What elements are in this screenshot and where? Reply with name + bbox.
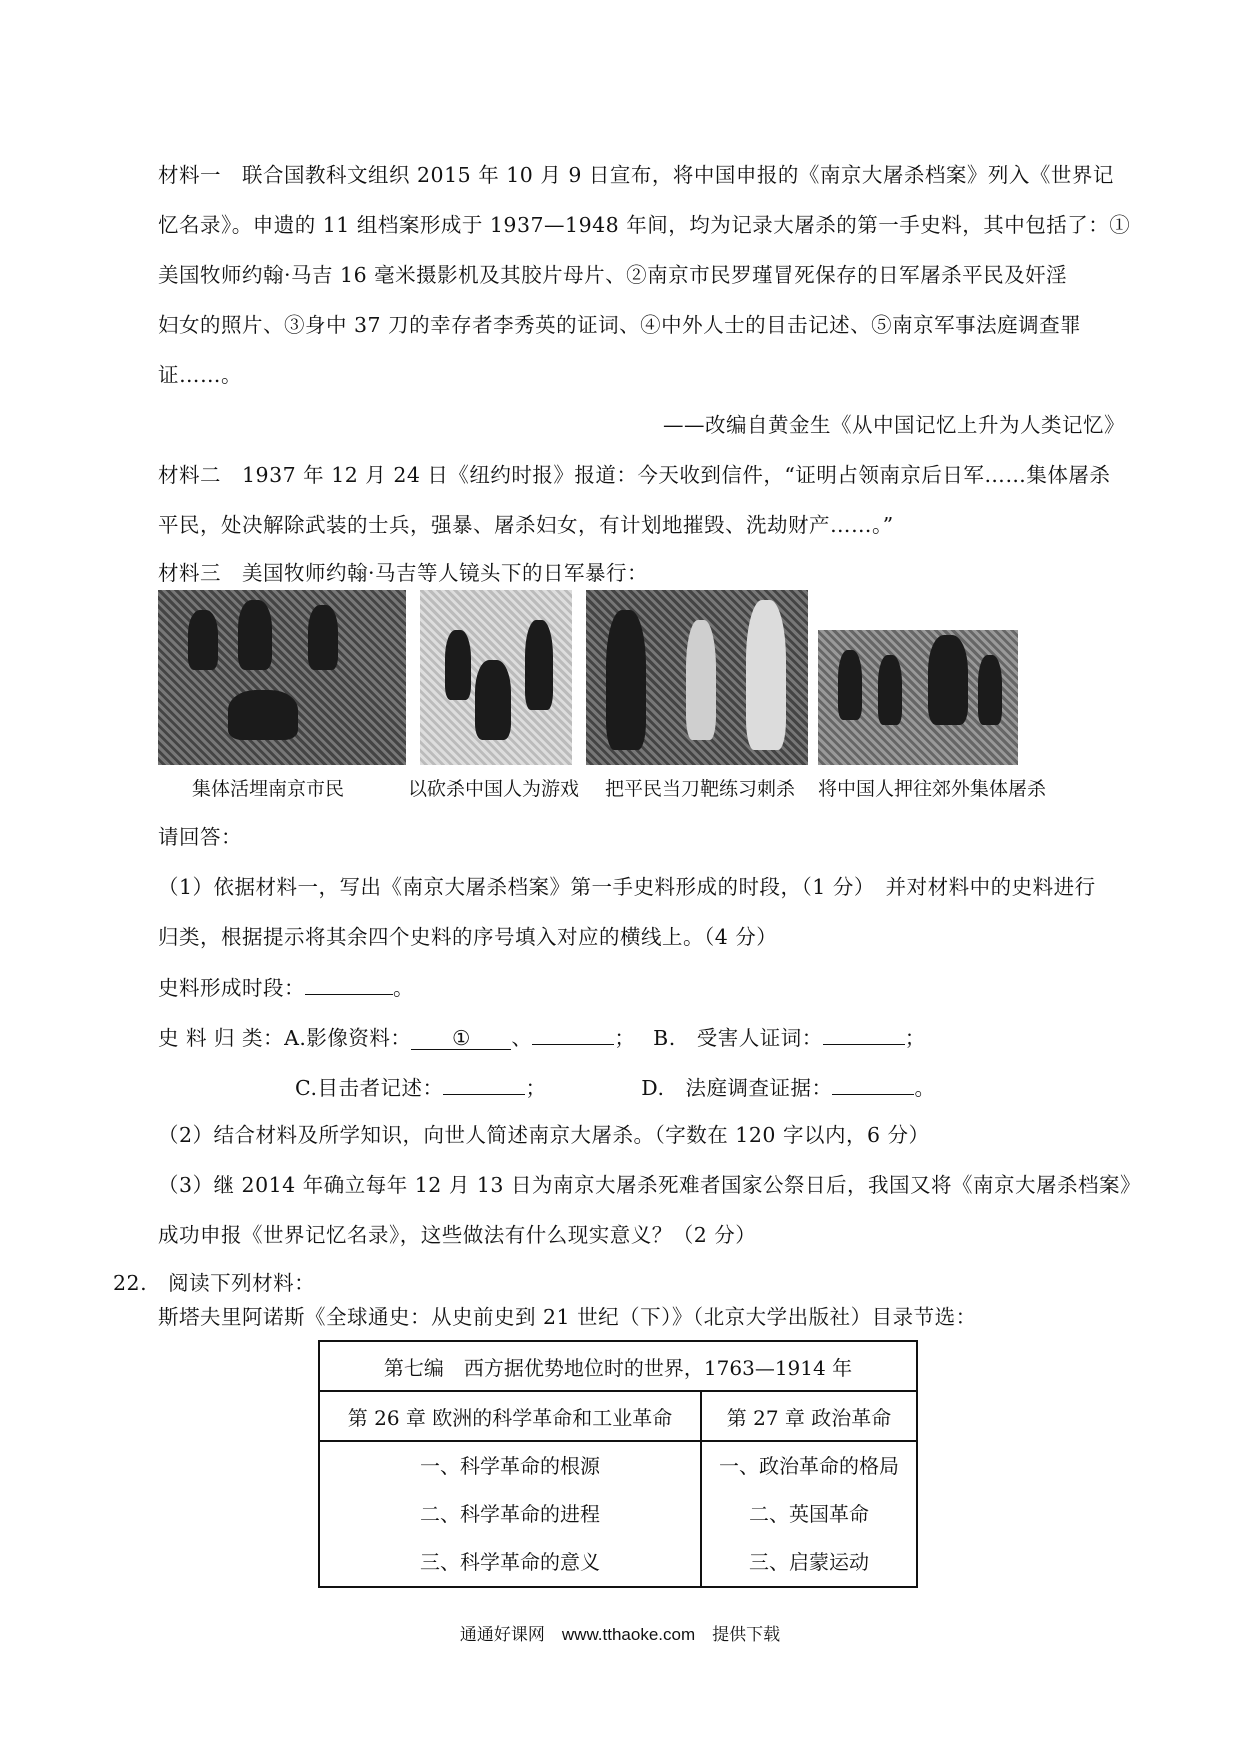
a-label: A.影像资料： <box>284 1026 412 1050</box>
photo-burial <box>158 590 406 765</box>
photo-escort <box>818 630 1018 765</box>
toc-header: 第七编 西方据优势地位时的世界，1763—1914 年 <box>319 1341 917 1391</box>
a-blank-2[interactable] <box>532 1022 614 1045</box>
period-row <box>158 972 414 1003</box>
toc-left-item: 三、科学革命的意义 <box>420 1550 600 1574</box>
photo-bayonet <box>586 590 808 765</box>
photo-caption-4: 将中国人押往郊外集体屠杀 <box>818 778 1047 800</box>
photo-caption-1: 集体活埋南京市民 <box>192 778 345 800</box>
q22-intro: 斯塔夫里阿诺斯《全球通史：从史前史到 21 世纪（下）》（北京大学出版社）目录节选： <box>158 1305 977 1329</box>
toc-right-title: 第 27 章 政治革命 <box>701 1391 917 1441</box>
period-end: 。 <box>393 976 414 1000</box>
material1-line-1: 材料一 联合国教科文组织 2015 年 10 月 9 日宣布，将中国申报的《南京大屠杀档案》列入《世界记 <box>158 163 1114 187</box>
q22-header <box>113 1268 315 1298</box>
classify-label: 史 料 归 类： <box>158 1026 285 1050</box>
toc-right-item: 二、英国革命 <box>749 1502 869 1526</box>
d-blank[interactable] <box>832 1072 914 1095</box>
classify-row-1 <box>158 1022 926 1053</box>
c-semicolon: ； <box>525 1076 537 1100</box>
questions-prompt: 请回答： <box>158 825 242 849</box>
material1-source: ——改编自黄金生《从中国记忆上升为人类记忆》 <box>663 413 1125 437</box>
q22-number: 22. <box>113 1271 148 1295</box>
material2-line-1: 材料二 1937 年 12 月 24 日《纽约时报》报道：今天收到信件，“证明占领南京后日军……集体屠杀 <box>158 463 1111 487</box>
c-blank[interactable] <box>443 1072 525 1095</box>
a-blank-1[interactable]: ① <box>411 1027 511 1050</box>
q3-line-1: （3）继 2014 年确立每年 12 月 13 日为南京大屠杀死难者国家公祭日后，我国又将《南京大屠杀档案》 <box>158 1173 1141 1197</box>
b-blank[interactable] <box>823 1022 905 1045</box>
c-label: C.目击者记述： <box>295 1076 444 1100</box>
material2-line-2: 平民，处决解除武装的士兵，强暴、屠杀妇女，有计划地摧毁、洗劫财产……。” <box>158 513 894 537</box>
toc-table <box>318 1340 918 1588</box>
q1-line-1: （1）依据材料一，写出《南京大屠杀档案》第一手史料形成的时段，（1 分） 并对材料中的史料进行 <box>158 875 1096 899</box>
q1-line-2: 归类，根据提示将其余四个史料的序号填入对应的横线上。（4 分） <box>158 925 778 949</box>
toc-left-items <box>319 1441 701 1587</box>
material1-line-4: 妇女的照片、③身中 37 刀的幸存者李秀英的证词、④中外人士的目击记述、⑤南京军事法庭调查罪 <box>158 313 1082 337</box>
toc-left-item: 二、科学革命的进程 <box>420 1502 600 1526</box>
photo-caption-3: 把平民当刀靶练习刺杀 <box>605 778 796 800</box>
b-semicolon: ； <box>904 1026 926 1050</box>
photo-beheading <box>420 590 572 765</box>
material3-intro: 材料三 美国牧师约翰·马吉等人镜头下的日军暴行： <box>158 561 649 585</box>
a-sep: 、 <box>511 1026 533 1050</box>
toc-right-items <box>701 1441 917 1587</box>
photo-caption-2: 以砍杀中国人为游戏 <box>408 778 580 800</box>
a-semicolon: ； <box>614 1026 626 1050</box>
d-end: 。 <box>914 1076 936 1100</box>
photo-strip <box>158 590 1058 765</box>
toc-right-item: 三、启蒙运动 <box>749 1550 869 1574</box>
classify-row-2 <box>295 1072 935 1103</box>
q22-title: 阅读下列材料： <box>168 1271 316 1295</box>
material1-line-3: 美国牧师约翰·马吉 16 毫米摄影机及其胶片母片、②南京市民罗瑾冒死保存的日军屠杀平民及奸淫 <box>158 263 1068 287</box>
material1-line-2: 忆名录》。申遗的 11 组档案形成于 1937—1948 年间，均为记录大屠杀的第一手史料，其中包括了：① <box>158 213 1131 237</box>
material1-line-5: 证……。 <box>158 363 242 387</box>
q3-line-2: 成功申报《世界记忆名录》，这些做法有什么现实意义？（2 分） <box>158 1223 757 1247</box>
toc-left-item: 一、科学革命的根源 <box>420 1454 600 1478</box>
footer-credit: 通通好课网 www.tthaoke.com 提供下载 <box>459 1625 781 1644</box>
q2: （2）结合材料及所学知识，向世人简述南京大屠杀。（字数在 120 字以内，6 分） <box>158 1123 930 1147</box>
toc-left-title: 第 26 章 欧洲的科学革命和工业革命 <box>319 1391 701 1441</box>
period-label: 史料形成时段： <box>158 976 305 1000</box>
b-label: B. 受害人证词： <box>653 1026 823 1050</box>
toc-right-item: 一、政治革命的格局 <box>719 1454 899 1478</box>
period-blank[interactable] <box>305 972 393 995</box>
d-label: D. 法庭调查证据： <box>641 1076 833 1100</box>
